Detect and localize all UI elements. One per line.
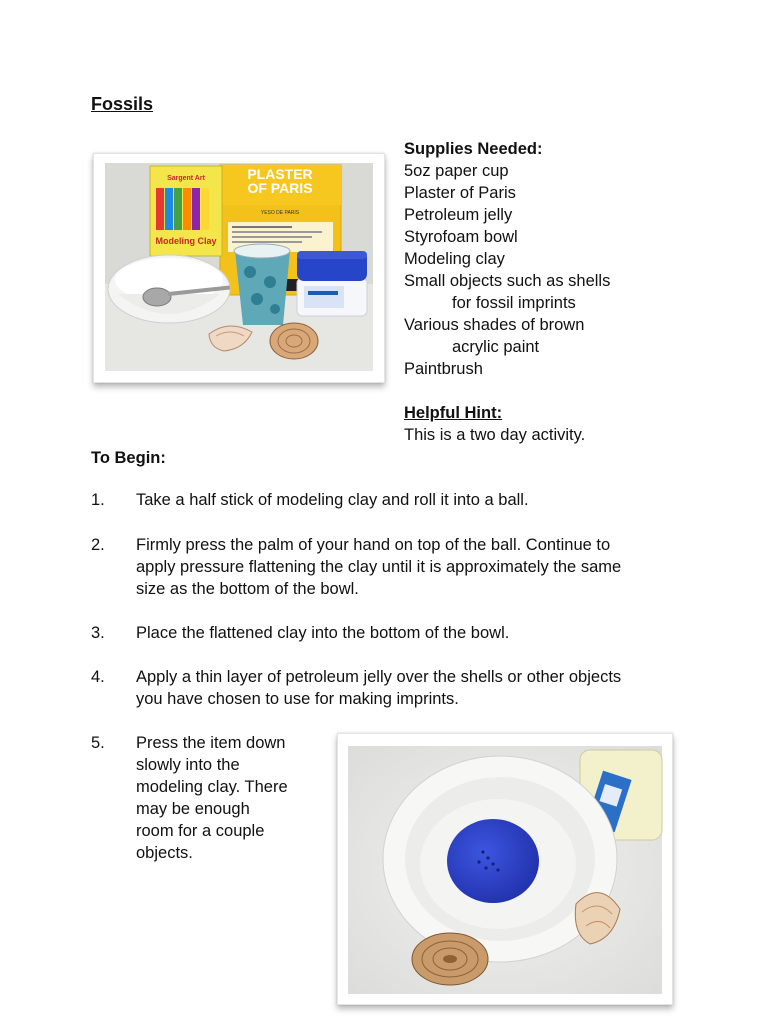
step-line: modeling clay. There: [136, 778, 288, 796]
step-4-text: [136, 666, 621, 710]
hint-heading: Helpful Hint:: [404, 404, 503, 422]
step-line: objects.: [136, 844, 193, 862]
hint-text: This is a two day activity.: [404, 426, 586, 444]
clay-box-brand: Sargent Art: [167, 175, 205, 182]
jelly-jar: [297, 251, 367, 316]
plaster-line2: OF PARIS: [247, 180, 313, 196]
supply-item: Petroleum jelly: [404, 206, 513, 224]
step-line: apply pressure flattening the clay until it is approximately the same: [136, 558, 622, 576]
step-line: may be enough: [136, 800, 250, 818]
hint-section: [404, 402, 585, 446]
supply-item-continued: for fossil imprints: [452, 294, 576, 312]
supply-item: Various shades of brown: [404, 316, 585, 334]
step-line: Place the flattened clay into the bottom of the bowl.: [136, 624, 510, 642]
paper-cup: [234, 244, 290, 325]
supply-item: Small objects such as shells: [404, 272, 611, 290]
step-3-text: [136, 622, 509, 644]
supply-item: Paintbrush: [404, 360, 483, 378]
step-line: size as the bottom of the bowl.: [136, 580, 359, 598]
step-number: 5.: [91, 734, 105, 752]
begin-heading: To Begin:: [91, 449, 166, 467]
clay-box-name: Modeling Clay: [155, 236, 217, 246]
step-line: Firmly press the palm of your hand on top of the ball. Continue to: [136, 536, 611, 554]
step-number: 2.: [91, 536, 105, 554]
step-line: Apply a thin layer of petroleum jelly over the shells or other objects: [136, 668, 622, 686]
step-line: room for a couple: [136, 822, 265, 840]
supply-item: 5oz paper cup: [404, 162, 509, 180]
supply-item: Styrofoam bowl: [404, 228, 518, 246]
step-line: you have chosen to use for making imprints.: [136, 690, 459, 708]
step-number: 4.: [91, 668, 105, 686]
clay-bowl-photo: [337, 733, 673, 1005]
plaster-line1: PLASTER: [247, 166, 313, 182]
supplies-section: [404, 138, 610, 380]
step-number: 3.: [91, 624, 105, 642]
supplies-heading: Supplies Needed:: [404, 140, 543, 158]
supply-item: Plaster of Paris: [404, 184, 516, 202]
step-number: 1.: [91, 491, 105, 509]
page-title: Fossils: [91, 94, 154, 114]
step-1-text: [136, 489, 529, 511]
supplies-photo: [93, 153, 385, 383]
clay-box: [150, 166, 222, 256]
step-line: Press the item down: [136, 734, 286, 752]
supply-item: Modeling clay: [404, 250, 505, 268]
step-2-text: [136, 534, 621, 600]
clay: [447, 819, 539, 903]
step-line: Take a half stick of modeling clay and roll it into a ball.: [136, 491, 529, 509]
step-5-text: [136, 732, 288, 864]
step-line: slowly into the: [136, 756, 240, 774]
supply-item-continued: acrylic paint: [452, 338, 540, 356]
plaster-sub: YESO DE PARIS: [260, 210, 300, 216]
